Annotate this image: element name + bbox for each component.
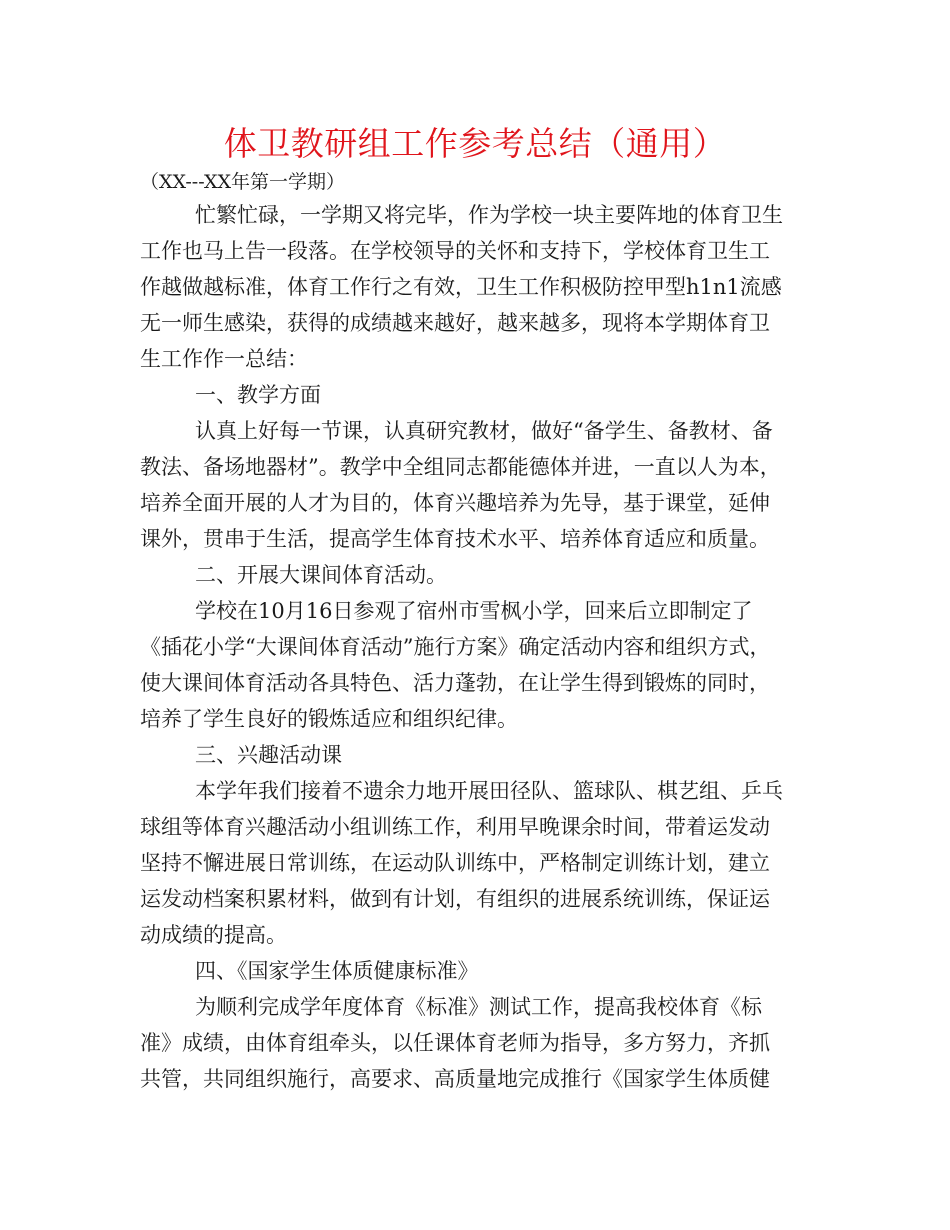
section-heading: 二、开展大课间体育活动。: [195, 563, 447, 587]
paragraph-line: 培养了学生良好的锻炼适应和组织纪律。: [140, 707, 518, 731]
paragraph-line: 无一师生感染，获得的成绩越来越好，越来越多，现将本学期体育卫: [140, 311, 770, 335]
paragraph-line: 准》成绩，由体育组牵头，以任课体育老师为指导，多方努力，齐抓: [140, 1031, 770, 1055]
paragraph-line: 本学年我们接着不遗余力地开展田径队、篮球队、棋艺组、乒乓: [195, 779, 783, 803]
paragraph-line: 共管，共同组织施行，高要求、高质量地完成推行《国家学生体质健: [140, 1067, 770, 1091]
paragraph-line: 教法、备场地器材”。教学中全组同志都能德体并进，一直以人为本，: [140, 455, 781, 479]
paragraph-line: 课外，贯串于生活，提高学生体育技术水平、培养体育适应和质量。: [140, 527, 770, 551]
paragraph-line: 忙繁忙碌，一学期又将完毕，作为学校一块主要阵地的体育卫生: [195, 203, 783, 227]
section-heading: 一、教学方面: [195, 383, 321, 407]
paragraph-line: 为顺利完成学年度体育《标准》测试工作，提高我校体育《标: [195, 995, 762, 1019]
section-heading: 三、兴趣活动课: [195, 743, 342, 767]
paragraph-line: 《插花小学“大课间体育活动”施行方案》确定活动内容和组织方式，: [140, 635, 771, 659]
paragraph-line: 工作也马上告一段落。在学校领导的关怀和支持下，学校体育卫生工: [140, 239, 770, 263]
paragraph-line: 生工作作一总结：: [140, 347, 308, 371]
paragraph-line: 作越做越标准，体育工作行之有效，卫生工作积极防控甲型h1n1流感: [140, 275, 782, 299]
paragraph-line: 培养全面开展的人才为目的，体育兴趣培养为先导，基于课堂，延伸: [140, 491, 770, 515]
paragraph-line: 动成绩的提高。: [140, 923, 287, 947]
paragraph-line: 认真上好每一节课，认真研究教材，做好“备学生、备教材、备: [195, 419, 773, 443]
paragraph-line: 学校在10月16日参观了宿州市雪枫小学，回来后立即制定了: [195, 599, 753, 623]
document-subtitle: （XX---XX年第一学期）: [140, 171, 346, 193]
paragraph-line: 使大课间体育活动各具特色、活力蓬勃，在让学生得到锻炼的同时，: [140, 671, 770, 695]
paragraph-line: 球组等体育兴趣活动小组训练工作，利用早晚课余时间，带着运发动: [140, 815, 770, 839]
document-title: 体卫教研组工作参考总结（通用）: [223, 124, 727, 163]
section-heading: 四、《国家学生体质健康标准》: [195, 959, 479, 983]
paragraph-line: 坚持不懈进展日常训练，在运动队训练中，严格制定训练计划，建立: [140, 851, 770, 875]
paragraph-line: 运发动档案积累材料，做到有计划，有组织的进展系统训练，保证运: [140, 887, 770, 911]
